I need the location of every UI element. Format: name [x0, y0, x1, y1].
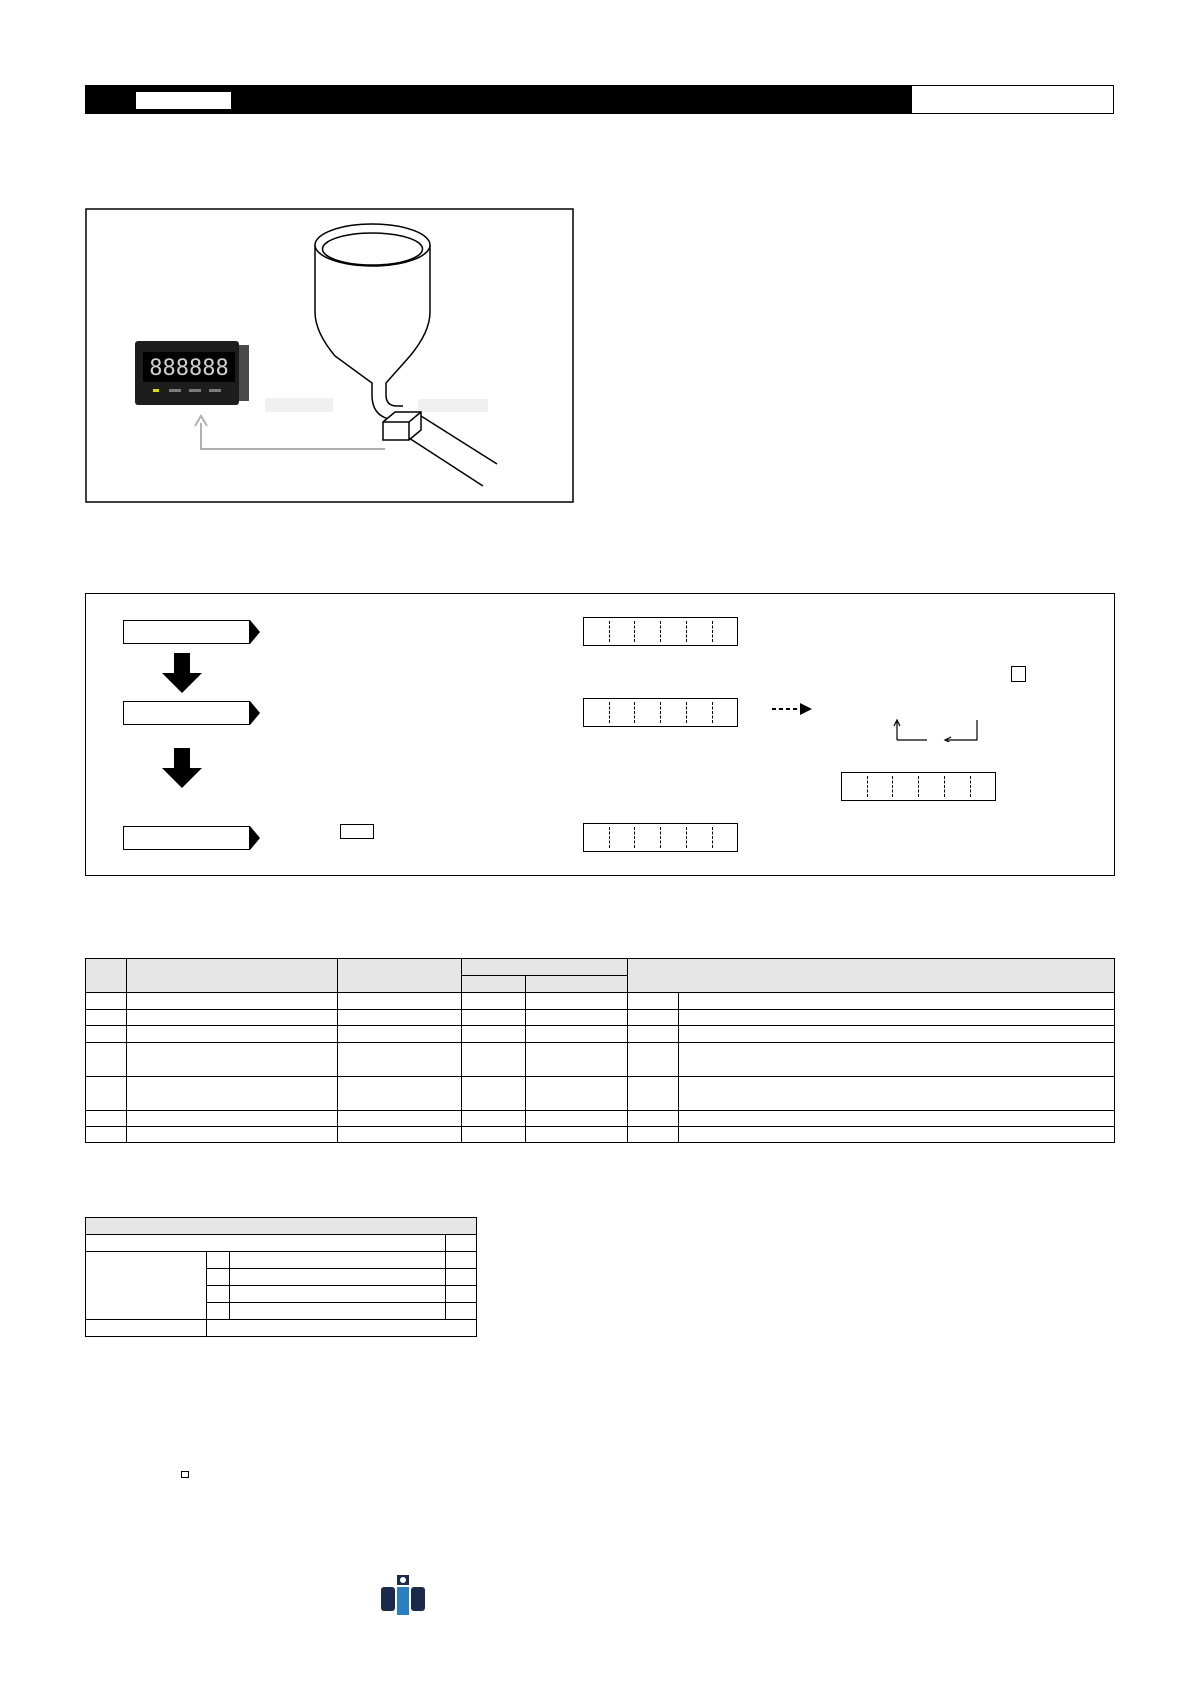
- section-label: [136, 92, 231, 109]
- small-box-icon: [181, 1471, 189, 1478]
- table-cell: [526, 1077, 628, 1111]
- table-row: [86, 1252, 477, 1269]
- table-cell: [127, 1127, 338, 1143]
- table-cell: [207, 1269, 230, 1286]
- right-arrow-icon: [250, 826, 260, 850]
- parameter-table: [85, 958, 1115, 1143]
- right-arrow-icon: [250, 620, 260, 644]
- table-cell: [86, 993, 127, 1010]
- table-cell: [230, 1303, 446, 1320]
- meter-display: 888888: [149, 356, 229, 381]
- flow-step-2: [123, 701, 250, 725]
- table-subheader: [526, 976, 628, 993]
- table-cell: [338, 1026, 462, 1043]
- table-cell: [628, 1010, 679, 1026]
- table-cell: [462, 1010, 526, 1026]
- header-title-band: [86, 86, 912, 113]
- table-cell: [446, 1252, 477, 1269]
- table-cell: [230, 1252, 446, 1269]
- down-arrow-icon: [162, 748, 202, 788]
- table-cell: [679, 993, 1115, 1010]
- table-cell: [86, 1320, 207, 1337]
- table-cell: [628, 993, 679, 1010]
- table-row: [86, 1320, 477, 1337]
- key-label-box: [340, 824, 374, 839]
- table-cell: [86, 1043, 127, 1077]
- table-row: [86, 993, 1115, 1010]
- table-cell: [86, 1010, 127, 1026]
- table-header: [462, 959, 628, 976]
- table-cell: [679, 1077, 1115, 1111]
- table-cell: [679, 1026, 1115, 1043]
- table-cell: [207, 1252, 230, 1269]
- table-cell: [679, 1127, 1115, 1143]
- table-cell: [86, 1026, 127, 1043]
- table-cell: [446, 1303, 477, 1320]
- table-cell: [230, 1269, 446, 1286]
- lcd-display-2: [583, 698, 738, 727]
- table-header: [628, 959, 1115, 993]
- table-header: [127, 959, 338, 993]
- panel-meter-image: [135, 341, 249, 405]
- table-cell: [526, 1043, 628, 1077]
- lcd-display-3: [583, 823, 738, 852]
- table-cell: [86, 1252, 207, 1320]
- dashed-arrow-icon: [770, 700, 815, 718]
- table-cell: [127, 1111, 338, 1127]
- table-cell: [338, 993, 462, 1010]
- table-cell: [526, 993, 628, 1010]
- table-cell: [207, 1303, 230, 1320]
- table-cell: [446, 1235, 477, 1252]
- table-cell: [127, 993, 338, 1010]
- table-cell: [86, 1127, 127, 1143]
- table-cell: [679, 1010, 1115, 1026]
- table-cell: [86, 1111, 127, 1127]
- right-arrow-icon: [250, 701, 260, 725]
- table-cell: [526, 1127, 628, 1143]
- table-cell: [127, 1010, 338, 1026]
- table-cell: [526, 1010, 628, 1026]
- table-cell: [338, 1043, 462, 1077]
- sensor-tag: [418, 399, 488, 412]
- table-cell: [628, 1111, 679, 1127]
- table-cell: [207, 1320, 477, 1337]
- table-row: [86, 1010, 1115, 1026]
- lcd-display-4: [841, 772, 996, 801]
- table-cell: [628, 1077, 679, 1111]
- flow-step-1: [123, 620, 250, 644]
- left-return-arrow-icon: [943, 718, 979, 742]
- table-cell: [462, 1111, 526, 1127]
- table-cell: [338, 1010, 462, 1026]
- table-cell: [679, 1043, 1115, 1077]
- checkbox-icon: [1011, 666, 1026, 682]
- table-cell: [526, 1026, 628, 1043]
- table-cell: [628, 1127, 679, 1143]
- table-row: [86, 1026, 1115, 1043]
- table-row: [86, 1111, 1115, 1127]
- application-figure: [85, 208, 575, 504]
- down-arrow-icon: [162, 653, 202, 693]
- table-cell: [127, 1026, 338, 1043]
- table-row: [86, 1043, 1115, 1077]
- table-cell: [86, 1077, 127, 1111]
- table-cell: [462, 1077, 526, 1111]
- table-cell: [338, 1077, 462, 1111]
- header-bar: [85, 85, 1114, 114]
- table-cell: [446, 1286, 477, 1303]
- lcd-display-1: [583, 617, 738, 646]
- table-cell: [338, 1127, 462, 1143]
- logo-icon: [381, 1573, 425, 1615]
- table-cell: [462, 993, 526, 1010]
- table-cell: [462, 1127, 526, 1143]
- table-row: [86, 1077, 1115, 1111]
- table-cell: [230, 1286, 446, 1303]
- table-cell: [446, 1269, 477, 1286]
- table-row: [86, 1127, 1115, 1143]
- setting-table-title: [86, 1218, 477, 1235]
- table-cell: [628, 1026, 679, 1043]
- table-row: [86, 1235, 477, 1252]
- table-subheader: [462, 976, 526, 993]
- table-cell: [462, 1026, 526, 1043]
- table-cell: [86, 1235, 446, 1252]
- meter-tag: [265, 398, 333, 412]
- table-cell: [338, 1111, 462, 1127]
- table-header: [86, 959, 127, 993]
- setting-table: [85, 1217, 477, 1337]
- table-cell: [127, 1043, 338, 1077]
- flow-step-3: [123, 826, 250, 850]
- table-cell: [679, 1111, 1115, 1127]
- table-cell: [628, 1043, 679, 1077]
- table-header: [338, 959, 462, 993]
- table-cell: [127, 1077, 338, 1111]
- header-right-text: [916, 92, 1106, 108]
- table-cell: [462, 1043, 526, 1077]
- table-cell: [526, 1111, 628, 1127]
- up-return-arrow-icon: [893, 718, 929, 742]
- table-cell: [207, 1286, 230, 1303]
